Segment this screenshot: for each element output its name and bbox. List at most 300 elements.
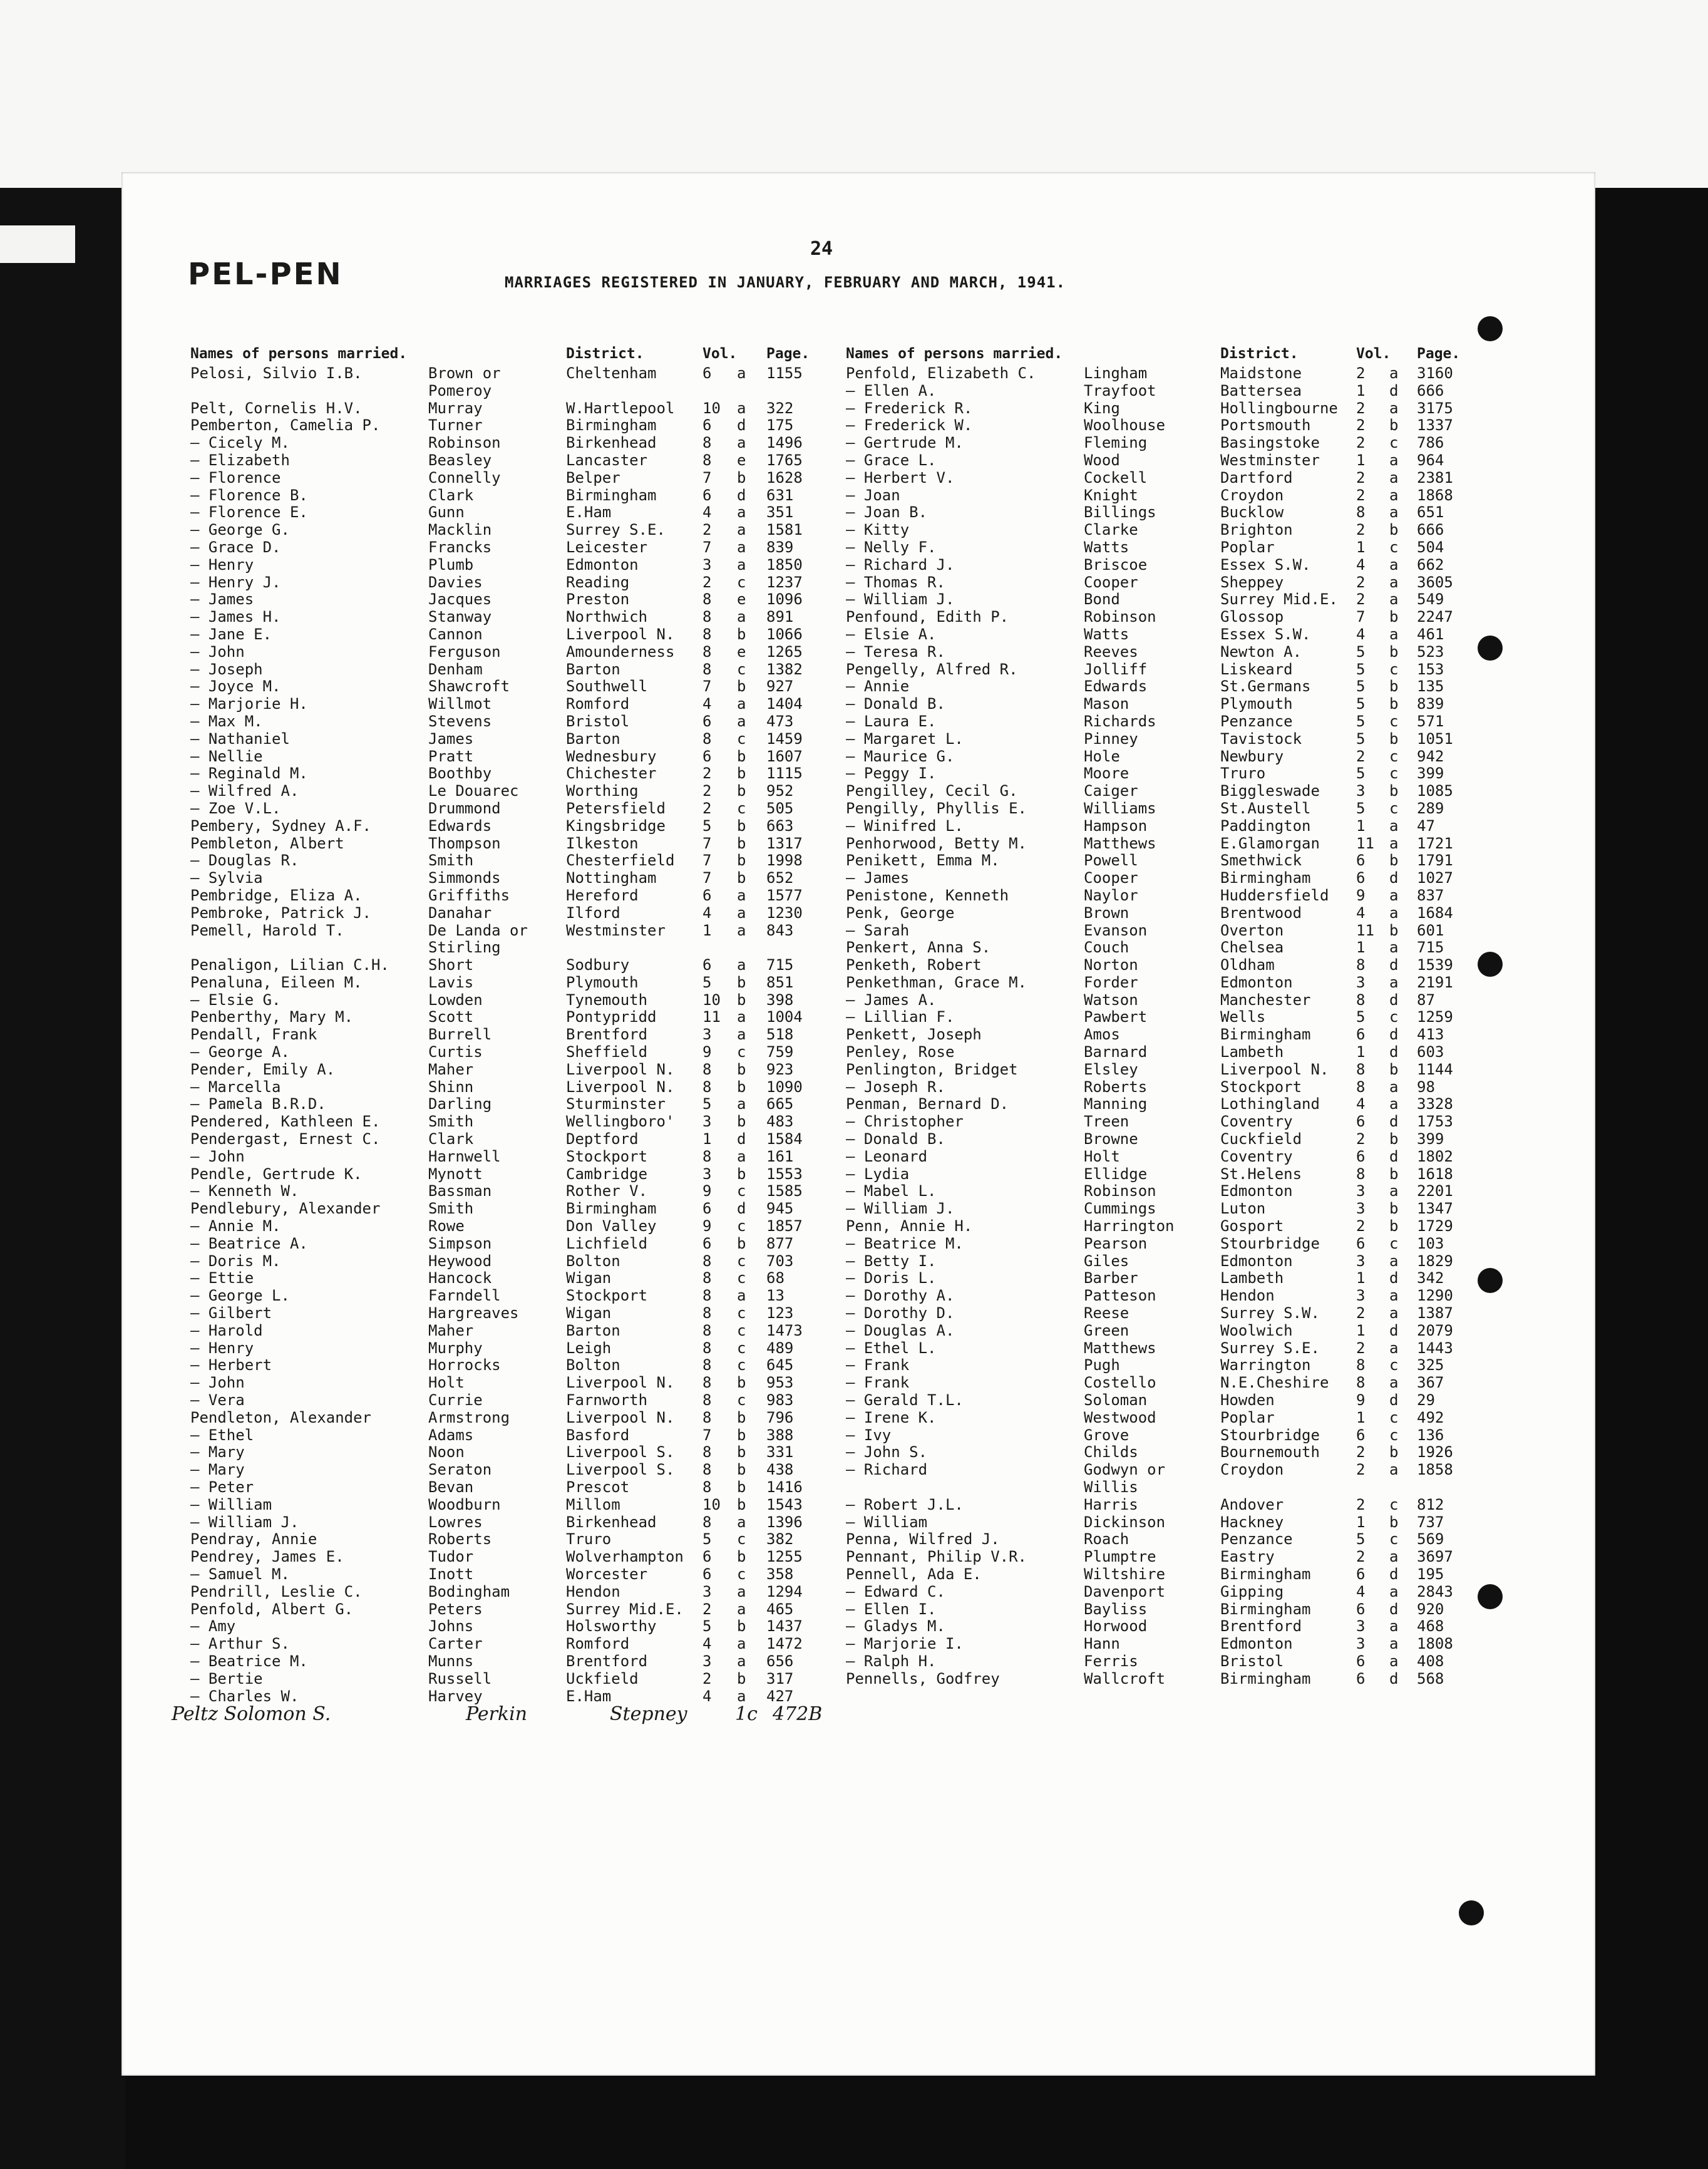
volume: 6 [1356, 1600, 1366, 1618]
volume-letter: a [1389, 1374, 1399, 1392]
district: Bolton [566, 1356, 620, 1374]
page-ref: 123 [766, 1304, 794, 1322]
volume-letter: d [1389, 991, 1399, 1009]
volume: 8 [702, 729, 712, 748]
volume: 6 [702, 364, 712, 382]
spouse-surname: Williams [1084, 799, 1156, 817]
volume: 1 [1356, 381, 1366, 399]
district: Northwich [566, 608, 648, 626]
page-ref: 1802 [1417, 1147, 1453, 1165]
spouse-surname: Peters [428, 1600, 483, 1618]
spouse-surname: Plumb [428, 555, 474, 574]
entry-name: Pemberton, Camelia P. [190, 416, 381, 435]
volume-letter: b [737, 869, 746, 887]
volume-letter: c [737, 1043, 746, 1061]
spouse-surname: Evanson [1084, 921, 1148, 939]
entry-name: — Arthur S. [190, 1635, 290, 1653]
spouse-surname: Powell [1084, 852, 1138, 870]
entry-name: — Amy [190, 1617, 236, 1636]
volume: 7 [702, 869, 712, 887]
page-ref: 399 [1417, 1130, 1444, 1148]
entry-name: Pembleton, Albert [190, 834, 344, 852]
entry-name: — James H. [190, 608, 281, 626]
page-ref: 927 [766, 677, 794, 696]
district: Edmonton [1220, 1252, 1293, 1270]
volume: 8 [702, 1408, 712, 1426]
spouse-surname: Browne [1084, 1130, 1138, 1148]
spouse-surname: Munns [428, 1652, 474, 1670]
volume-letter: a [737, 1582, 746, 1600]
volume: 3 [1356, 782, 1366, 800]
entry-name: — George A. [190, 1043, 290, 1061]
volume: 8 [702, 590, 712, 609]
volume: 5 [702, 1617, 712, 1636]
district: Coventry [1220, 1113, 1293, 1131]
district: Prescot [566, 1478, 630, 1496]
district: Croydon [1220, 486, 1284, 504]
entry-name: — Nellie [190, 747, 263, 765]
entry-name: — Ethel [190, 1426, 254, 1444]
page-ref: 98 [1417, 1078, 1435, 1096]
volume-letter: d [1389, 1043, 1399, 1061]
spouse-surname: Watts [1084, 625, 1129, 643]
volume-letter: b [737, 1234, 746, 1252]
district: Belper [566, 468, 620, 487]
volume-letter: a [1389, 364, 1399, 382]
volume-letter: c [737, 573, 746, 591]
district: Basford [566, 1426, 630, 1444]
district: Brighton [1220, 521, 1293, 539]
volume: 6 [1356, 1565, 1366, 1583]
page-ref: 737 [1417, 1513, 1444, 1531]
volume: 6 [1356, 1113, 1366, 1131]
page-ref: 839 [1417, 695, 1444, 713]
volume: 2 [1356, 416, 1366, 435]
page-ref: 2843 [1417, 1582, 1453, 1600]
volume-letter: a [1389, 625, 1399, 643]
district: Southwell [566, 677, 648, 696]
page-ref: 483 [766, 1113, 794, 1131]
punch-hole [1478, 952, 1503, 977]
volume-letter: c [1389, 538, 1399, 556]
volume-letter: d [1389, 1026, 1399, 1044]
page-ref: 1290 [1417, 1287, 1453, 1305]
volume: 6 [1356, 1652, 1366, 1670]
district: Birmingham [566, 1200, 657, 1218]
volume: 8 [702, 1391, 712, 1409]
spouse-surname: Moore [1084, 765, 1129, 783]
district: Liverpool N. [1220, 1060, 1329, 1078]
district: Overton [1220, 921, 1284, 939]
page-ref: 135 [1417, 677, 1444, 696]
volume-letter: b [737, 852, 746, 870]
volume-letter: c [1389, 1356, 1399, 1374]
volume-letter: b [1389, 1443, 1399, 1461]
district: Liverpool N. [566, 1374, 675, 1392]
district: Cuckfield [1220, 1130, 1302, 1148]
volume-letter: a [737, 1652, 746, 1670]
page-ref: 666 [1417, 521, 1444, 539]
spouse-surname: Norton [1084, 956, 1138, 974]
district: Birmingham [1220, 1600, 1311, 1618]
volume-letter: a [737, 434, 746, 452]
volume: 11 [702, 1008, 721, 1026]
page-title: MARRIAGES REGISTERED IN JANUARY, FEBRUARY AND MARCH, 1941. [505, 274, 1066, 291]
spouse-surname: Soloman [1084, 1391, 1148, 1409]
page-ref: 2381 [1417, 468, 1453, 487]
volume-letter: b [737, 468, 746, 487]
district: Penzance [1220, 1530, 1293, 1548]
volume: 4 [1356, 555, 1366, 574]
volume-letter: b [1389, 1060, 1399, 1078]
volume: 8 [702, 1304, 712, 1322]
volume: 9 [702, 1043, 712, 1061]
page-ref: 523 [1417, 642, 1444, 661]
district: Hollingbourne [1220, 399, 1338, 417]
volume: 2 [1356, 486, 1366, 504]
spouse-surname: Plumptre [1084, 1548, 1156, 1566]
entry-name: Pendall, Frank [190, 1026, 317, 1044]
page-ref: 1459 [766, 729, 803, 748]
volume-letter: c [1389, 712, 1399, 730]
entry-name: — Joseph [190, 660, 263, 678]
volume-letter: a [737, 503, 746, 522]
entry-name: — Donald B. [846, 695, 945, 713]
volume: 4 [702, 503, 712, 522]
district: Stockport [566, 1287, 648, 1305]
volume-letter: b [737, 1374, 746, 1392]
entry-name: — Richard J. [846, 555, 955, 574]
entry-name: Pengilley, Cecil G. [846, 782, 1018, 800]
volume: 2 [1356, 399, 1366, 417]
volume: 8 [702, 1060, 712, 1078]
volume-letter: c [737, 1252, 746, 1270]
volume-letter: a [737, 1513, 746, 1531]
header-page: Page. [766, 346, 810, 362]
spouse-surname: Mason [1084, 695, 1129, 713]
spouse-surname: Manning [1084, 1095, 1148, 1113]
district: Brentwood [1220, 904, 1302, 922]
entry-name: — Florence [190, 468, 281, 487]
entry-name: — Beatrice A. [190, 1234, 308, 1252]
page-ref: 851 [766, 973, 794, 991]
entry-name: — Gertrude M. [846, 434, 964, 452]
volume-letter: a [1389, 1652, 1399, 1670]
district: Birmingham [566, 486, 657, 504]
district: Birmingham [1220, 1565, 1311, 1583]
spouse-surname: Hole [1084, 747, 1120, 765]
district: Lichfield [566, 1234, 648, 1252]
volume: 6 [1356, 1426, 1366, 1444]
page-ref: 1155 [766, 364, 803, 382]
page-ref: 153 [1417, 660, 1444, 678]
spouse-surname: James [428, 729, 474, 748]
entry-name: Pemell, Harold T. [190, 921, 344, 939]
entry-name: — Elsie G. [190, 991, 281, 1009]
entry-name: — Doris L. [846, 1269, 937, 1287]
entry-name: Pennant, Philip V.R. [846, 1548, 1027, 1566]
entry-name: — William [190, 1495, 272, 1513]
volume: 8 [1356, 1078, 1366, 1096]
page-ref: 1473 [766, 1321, 803, 1339]
volume-letter: a [1389, 555, 1399, 574]
spouse-surname: Jacques [428, 590, 492, 609]
entry-name: — Nelly F. [846, 538, 937, 556]
page-ref: 2191 [1417, 973, 1453, 991]
volume: 3 [1356, 1287, 1366, 1305]
spouse-surname: Ferguson [428, 642, 501, 661]
volume: 2 [1356, 521, 1366, 539]
volume: 4 [702, 695, 712, 713]
spouse-surname: Reese [1084, 1304, 1129, 1322]
entry-name: — Sarah [846, 921, 910, 939]
volume-letter: b [1389, 642, 1399, 661]
page-ref: 382 [766, 1530, 794, 1548]
volume-letter: c [1389, 660, 1399, 678]
district: Howden [1220, 1391, 1275, 1409]
district: Stourbridge [1220, 1234, 1320, 1252]
spouse-surname: Watts [1084, 538, 1129, 556]
spouse-surname: Adams [428, 1426, 474, 1444]
spouse-surname: Shawcroft [428, 677, 510, 696]
entry-name: — Jane E. [190, 625, 272, 643]
page-ref: 715 [766, 956, 794, 974]
entry-name: — Annie [846, 677, 910, 696]
page-ref: 1581 [766, 521, 803, 539]
page-ref: 388 [766, 1426, 794, 1444]
spouse-surname: Woodburn [428, 1495, 501, 1513]
volume-letter: c [1389, 1495, 1399, 1513]
volume: 2 [1356, 747, 1366, 765]
entry-name: — Kitty [846, 521, 910, 539]
entry-name: — Ivy [846, 1426, 892, 1444]
spouse-surname: Smith [428, 1200, 474, 1218]
entry-name: — Henry [190, 555, 254, 574]
page-ref: 1753 [1417, 1113, 1453, 1131]
district: Romford [566, 695, 630, 713]
district: E.Ham [566, 1687, 612, 1705]
page-ref: 427 [766, 1687, 794, 1705]
entry-name: — Grace L. [846, 451, 937, 469]
entry-name: — Herbert [190, 1356, 272, 1374]
volume: 9 [702, 1182, 712, 1200]
district: Birmingham [1220, 1026, 1311, 1044]
volume-letter: d [1389, 1269, 1399, 1287]
district: Uckfield [566, 1669, 639, 1687]
volume-letter: a [1389, 468, 1399, 487]
volume-letter: a [737, 1287, 746, 1305]
entry-name: Pendered, Kathleen E. [190, 1113, 381, 1131]
volume: 6 [1356, 1147, 1366, 1165]
district: Newton A. [1220, 642, 1302, 661]
volume-letter: c [737, 799, 746, 817]
page-ref: 2079 [1417, 1321, 1453, 1339]
volume: 8 [702, 1269, 712, 1287]
district: N.E.Cheshire [1220, 1374, 1329, 1392]
volume-letter: a [1389, 486, 1399, 504]
volume: 3 [1356, 1635, 1366, 1653]
page-ref: 645 [766, 1356, 794, 1374]
volume-letter: b [1389, 608, 1399, 626]
entry-name: — Peggy I. [846, 765, 937, 783]
page-ref: 468 [1417, 1617, 1444, 1636]
district: E.Glamorgan [1220, 834, 1320, 852]
spouse-surname: Heywood [428, 1252, 492, 1270]
page-ref: 837 [1417, 886, 1444, 904]
entry-name: — Herbert V. [846, 468, 955, 487]
entry-name: — Reginald M. [190, 765, 308, 783]
volume: 3 [702, 1582, 712, 1600]
spouse-surname: Richards [1084, 712, 1156, 730]
spouse-surname: Shinn [428, 1078, 474, 1096]
volume: 2 [702, 1669, 712, 1687]
volume-letter: a [1389, 973, 1399, 991]
page-ref: 549 [1417, 590, 1444, 609]
volume-letter: a [1389, 1182, 1399, 1200]
district: Tynemouth [566, 991, 648, 1009]
page-ref: 568 [1417, 1669, 1444, 1687]
page-ref: 1577 [766, 886, 803, 904]
entry-name: — John [190, 1147, 245, 1165]
volume-letter: c [737, 1339, 746, 1357]
district: Cheltenham [566, 364, 657, 382]
page-ref: 1808 [1417, 1635, 1453, 1653]
spouse-surname: Macklin [428, 521, 492, 539]
entry-name: — Irene K. [846, 1408, 937, 1426]
district: Worthing [566, 782, 639, 800]
volume: 2 [702, 1600, 712, 1618]
volume-letter: a [737, 1687, 746, 1705]
volume-letter: d [1389, 869, 1399, 887]
spouse-surname: Treen [1084, 1113, 1129, 1131]
spouse-surname: Woolhouse [1084, 416, 1166, 435]
page-ref: 1584 [766, 1130, 803, 1148]
spouse-surname: Short [428, 956, 474, 974]
entry-name: — Leonard [846, 1147, 928, 1165]
spouse-surname: Billings [1084, 503, 1156, 522]
page-ref: 518 [766, 1026, 794, 1044]
district: Liverpool N. [566, 1408, 675, 1426]
district: Birmingham [566, 416, 657, 435]
header-vol: Vol. [1356, 346, 1391, 362]
entry-name: — William J. [190, 1513, 299, 1531]
volume: 8 [1356, 1060, 1366, 1078]
spouse-surname: Tudor [428, 1548, 474, 1566]
entry-name: — Max M. [190, 712, 263, 730]
volume-letter: d [1389, 1113, 1399, 1131]
entry-name: — Ettie [190, 1269, 254, 1287]
district: Ilford [566, 904, 620, 922]
page-ref: 666 [1417, 381, 1444, 399]
volume-letter: a [1389, 451, 1399, 469]
district: Sheppey [1220, 573, 1284, 591]
district: Chesterfield [566, 852, 675, 870]
volume-letter: b [737, 817, 746, 835]
spouse-surname: Davenport [1084, 1582, 1166, 1600]
entry-name: Pendergast, Ernest C. [190, 1130, 381, 1148]
spouse-surname: Armstrong [428, 1408, 510, 1426]
entry-name: — Marjorie H. [190, 695, 308, 713]
spouse-surname: Briscoe [1084, 555, 1148, 574]
district: Oldham [1220, 956, 1275, 974]
district: Brentford [1220, 1617, 1302, 1636]
page-ref: 891 [766, 608, 794, 626]
district: Hereford [566, 886, 639, 904]
district: Millom [566, 1495, 620, 1513]
volume-letter: c [737, 1269, 746, 1287]
district: Wolverhampton [566, 1548, 684, 1566]
volume: 6 [1356, 1026, 1366, 1044]
page-ref: 68 [766, 1269, 785, 1287]
page-ref: 953 [766, 1374, 794, 1392]
entry-name: Penk, George [846, 904, 955, 922]
entry-name: — Florence B. [190, 486, 308, 504]
page-ref: 136 [1417, 1426, 1444, 1444]
spouse-surname: Maher [428, 1321, 474, 1339]
page-ref: 1294 [766, 1582, 803, 1600]
page-ref: 1858 [1417, 1461, 1453, 1479]
district: Brentford [566, 1026, 648, 1044]
volume: 7 [702, 538, 712, 556]
page-ref: 1382 [766, 660, 803, 678]
spouse-surname: Le Douarec [428, 782, 519, 800]
volume-letter: b [737, 765, 746, 783]
entry-name: — Christopher [846, 1113, 964, 1131]
spouse-surname: Farndell [428, 1287, 501, 1305]
spouse-surname: Robinson [1084, 608, 1156, 626]
entry-name: — Winifred L. [846, 817, 964, 835]
volume-letter: c [1389, 1234, 1399, 1252]
volume-letter: a [737, 1600, 746, 1618]
scan-background-left [0, 188, 125, 2169]
district: Stockport [566, 1147, 648, 1165]
page-ref: 603 [1417, 1043, 1444, 1061]
entry-name: — Sylvia [190, 869, 263, 887]
spouse-surname: Green [1084, 1321, 1129, 1339]
volume: 8 [1356, 1165, 1366, 1183]
district: St.Germans [1220, 677, 1311, 696]
volume-letter: a [1389, 886, 1399, 904]
volume-letter: c [737, 1530, 746, 1548]
entry-name: Penn, Annie H. [846, 1217, 973, 1235]
district: Poplar [1220, 1408, 1275, 1426]
district: Chichester [566, 765, 657, 783]
volume: 3 [702, 1652, 712, 1670]
page-ref: 715 [1417, 939, 1444, 957]
entry-name: — Doris M. [190, 1252, 281, 1270]
district: Basingstoke [1220, 434, 1320, 452]
entry-name: — Harold [190, 1321, 263, 1339]
entry-name: — Joyce M. [190, 677, 281, 696]
district: Portsmouth [1220, 416, 1311, 435]
volume-letter: d [1389, 1147, 1399, 1165]
volume-letter: c [1389, 1408, 1399, 1426]
district: Liverpool N. [566, 1078, 675, 1096]
district: Kingsbridge [566, 817, 666, 835]
spouse-surname: Amos [1084, 1026, 1120, 1044]
district: Amounderness [566, 642, 675, 661]
volume: 6 [702, 1234, 712, 1252]
page-ref: 2247 [1417, 608, 1453, 626]
page-ref: 843 [766, 921, 794, 939]
district: Bucklow [1220, 503, 1284, 522]
page-ref: 877 [766, 1234, 794, 1252]
volume-letter: a [1389, 1078, 1399, 1096]
page-ref: 1090 [766, 1078, 803, 1096]
volume-letter: a [737, 555, 746, 574]
spouse-surname: Pugh [1084, 1356, 1120, 1374]
entry-name: Penberthy, Mary M. [190, 1008, 354, 1026]
